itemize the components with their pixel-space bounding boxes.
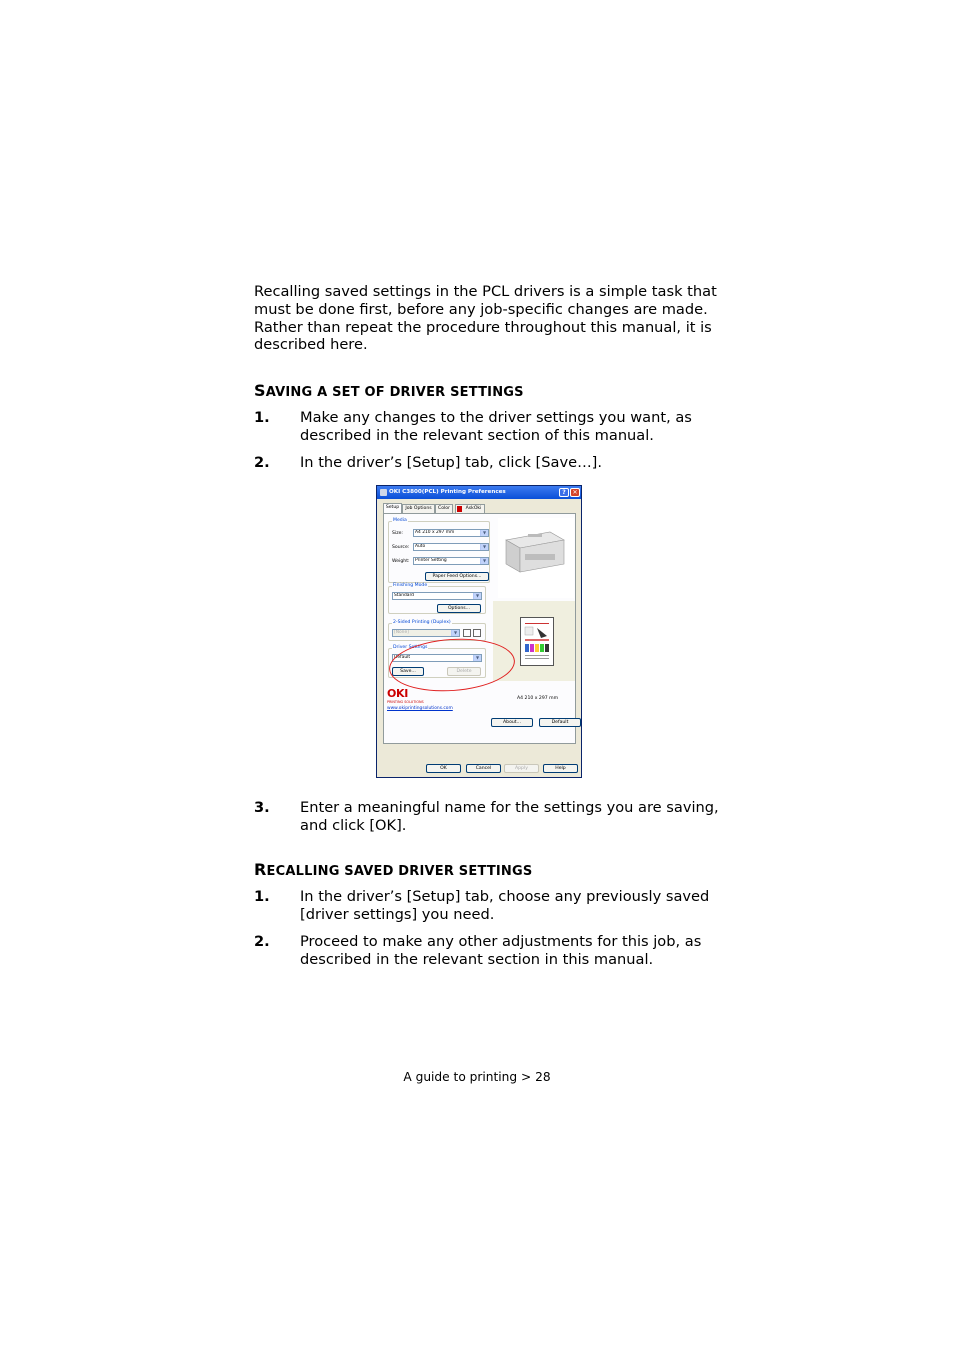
printing-preferences-screenshot bbox=[376, 485, 582, 778]
chevron-down-icon: ▼ bbox=[480, 530, 488, 536]
tab-setup[interactable]: Setup bbox=[383, 503, 402, 513]
heading-initial: R bbox=[254, 860, 267, 879]
chevron-down-icon: ▼ bbox=[480, 558, 488, 564]
size-select[interactable] bbox=[413, 529, 489, 537]
default-button[interactable]: Default bbox=[539, 718, 581, 727]
section-heading-saving bbox=[254, 381, 524, 400]
oki-tagline: PRINTING SOLUTIONS bbox=[387, 700, 424, 704]
step-number: 3. bbox=[254, 799, 270, 816]
recalling-step-2 bbox=[254, 933, 724, 969]
source-select[interactable] bbox=[413, 543, 489, 551]
duplex-select[interactable] bbox=[392, 629, 460, 637]
step-number: 2. bbox=[254, 454, 270, 471]
cancel-button[interactable]: Cancel bbox=[466, 764, 501, 773]
save-button[interactable]: Save... bbox=[392, 667, 424, 676]
intro-paragraph: Recalling saved settings in the PCL drivers is a simple task that must be done first, before any job-specific changes are made. Rather than repeat the procedure throughout this manual, it is described here. bbox=[254, 283, 717, 354]
size-select-value: A4 210 x 297 mm bbox=[415, 530, 455, 535]
driver-settings-value: Default bbox=[394, 655, 411, 660]
step-text: In the driver’s [Setup] tab, click [Save…]. bbox=[300, 454, 602, 471]
finishing-mode-group bbox=[388, 583, 486, 614]
close-icon[interactable]: ✕ bbox=[570, 488, 580, 497]
step-number: 1. bbox=[254, 409, 270, 426]
finishing-mode-select[interactable] bbox=[392, 592, 482, 600]
dialog-titlebar bbox=[377, 486, 581, 499]
step-text: Enter a meaningful name for the settings you are saving, and click [OK]. bbox=[300, 799, 719, 834]
media-group bbox=[388, 518, 490, 583]
finishing-mode-label: Finishing Mode bbox=[393, 583, 428, 588]
chevron-down-icon: ▼ bbox=[451, 630, 459, 636]
askoki-icon bbox=[457, 506, 462, 512]
preview-caption: A4 210 x 297 mm bbox=[517, 696, 559, 701]
recalling-step-1 bbox=[254, 888, 724, 924]
delete-button[interactable]: Delete bbox=[447, 667, 481, 676]
options-button[interactable]: Options... bbox=[437, 604, 481, 613]
printer-icon bbox=[498, 518, 574, 598]
apply-button[interactable]: Apply bbox=[504, 764, 539, 773]
step-number: 1. bbox=[254, 888, 270, 905]
tab-job-options[interactable]: Job Options bbox=[402, 504, 435, 513]
media-group-label: Media bbox=[393, 518, 407, 523]
step-text: In the driver’s [Setup] tab, choose any previously saved [driver settings] you need. bbox=[300, 888, 710, 923]
tab-askoki-label: AskOki bbox=[465, 506, 482, 511]
duplex-group-label: 2-Sided Printing (Duplex) bbox=[393, 620, 451, 625]
finishing-mode-value: Standard bbox=[394, 593, 414, 598]
step-text: Make any changes to the driver settings you want, as described in the relevant section of this manual. bbox=[300, 409, 692, 444]
duplex-page-icon bbox=[473, 629, 481, 637]
chevron-down-icon: ▼ bbox=[473, 655, 481, 661]
help-button[interactable]: Help bbox=[543, 764, 578, 773]
heading-initial: S bbox=[254, 381, 266, 400]
chevron-down-icon: ▼ bbox=[480, 544, 488, 550]
printer-image bbox=[498, 518, 574, 598]
section-heading-recalling bbox=[254, 860, 532, 879]
driver-settings-label: Driver Settings bbox=[393, 645, 428, 650]
printer-icon bbox=[380, 489, 387, 496]
heading-rest: AVING A SET OF DRIVER SETTINGS bbox=[265, 385, 524, 400]
ok-button[interactable]: OK bbox=[426, 764, 461, 773]
duplex-select-value: [None] bbox=[394, 630, 409, 635]
size-label: Size: bbox=[392, 531, 403, 536]
step-number: 2. bbox=[254, 933, 270, 950]
about-button[interactable]: About... bbox=[491, 718, 533, 727]
oki-logo: OKI bbox=[387, 687, 409, 700]
saving-step-2 bbox=[254, 454, 724, 472]
saving-step-1 bbox=[254, 409, 724, 445]
step-text: Proceed to make any other adjustments for this job, as described in the relevant section in this manual. bbox=[300, 933, 702, 968]
heading-rest: ECALLING SAVED DRIVER SETTINGS bbox=[266, 864, 533, 879]
dialog-title: OKI C3800(PCL) Printing Preferences bbox=[389, 489, 506, 495]
preview-content-icon bbox=[521, 618, 553, 665]
weight-select[interactable] bbox=[413, 557, 489, 565]
paper-feed-options-button[interactable]: Paper Feed Options... bbox=[425, 572, 489, 581]
page-preview-icon bbox=[520, 617, 554, 666]
duplex-icon bbox=[463, 629, 471, 637]
source-select-value: Auto bbox=[415, 544, 426, 549]
source-label: Source: bbox=[392, 545, 410, 550]
tab-askoki[interactable] bbox=[455, 504, 485, 513]
page-footer: A guide to printing > 28 bbox=[403, 1070, 551, 1084]
weight-label: Weight: bbox=[392, 559, 410, 564]
saving-step-3 bbox=[254, 799, 724, 835]
oki-website-link[interactable]: www.okiprintingsolutions.com bbox=[387, 706, 453, 711]
help-icon[interactable]: ? bbox=[559, 488, 569, 497]
weight-select-value: Printer Setting bbox=[415, 558, 447, 563]
chevron-down-icon: ▼ bbox=[473, 593, 481, 599]
tab-color[interactable]: Color bbox=[435, 504, 453, 513]
